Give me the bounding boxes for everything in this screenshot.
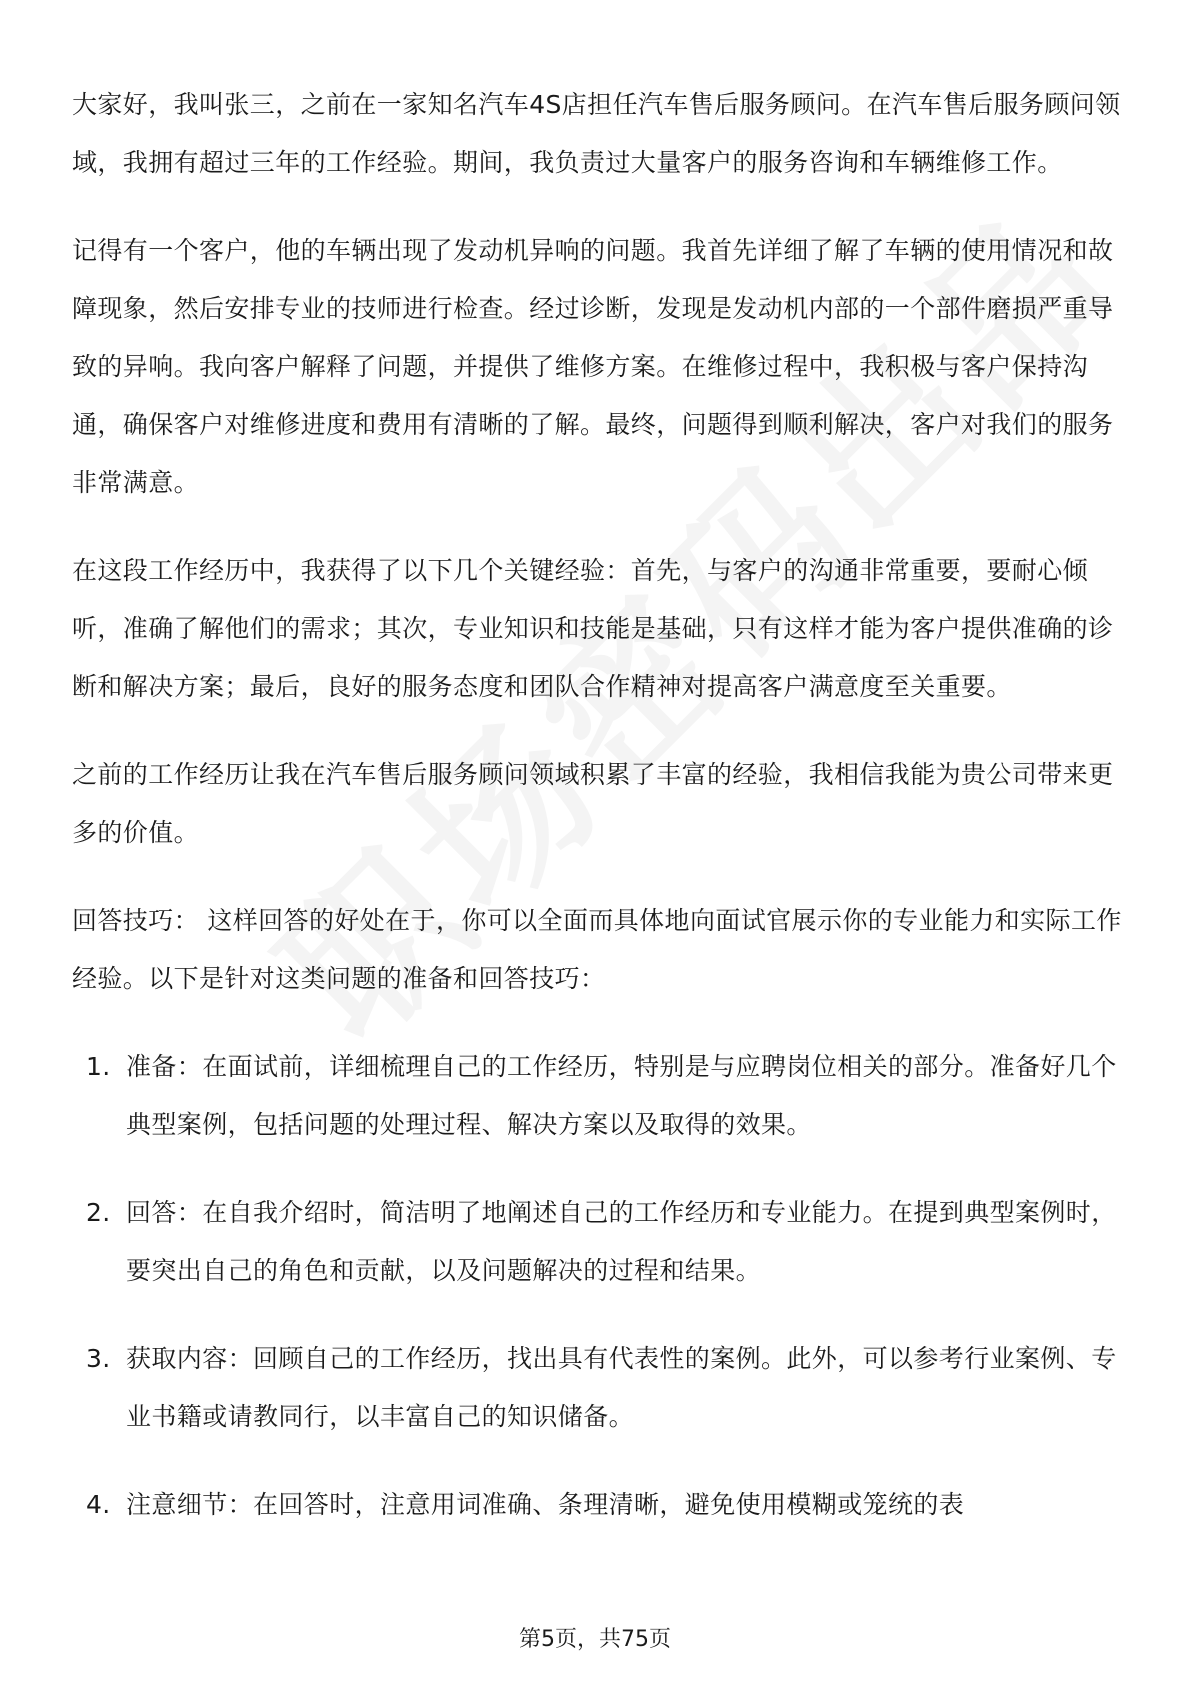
paragraph-closing: 之前的工作经历让我在汽车售后服务顾问领域积累了丰富的经验，我相信我能为贵公司带来更多的价值。 <box>72 760 1114 847</box>
list-item <box>72 1184 1122 1300</box>
list-item <box>72 1476 1122 1534</box>
list-item-number: 1. <box>86 1052 111 1081</box>
document-body <box>72 76 1122 1564</box>
list-item <box>72 1330 1122 1446</box>
list-item-text: 回答：在自我介绍时，简洁明了地阐述自己的工作经历和专业能力。在提到典型案例时，要突出自己的角色和贡献，以及问题解决的过程和结果。 <box>126 1198 1117 1285</box>
page-number-footer: 第5页，共75页 <box>519 1627 671 1652</box>
list-item-text: 准备：在面试前，详细梳理自己的工作经历，特别是与应聘岗位相关的部分。准备好几个典型案例，包括问题的处理过程、解决方案以及取得的效果。 <box>126 1052 1117 1139</box>
list-item-text: 注意细节：在回答时，注意用词准确、条理清晰，避免使用模糊或笼统的表 <box>126 1490 965 1519</box>
paragraph-experience: 在这段工作经历中，我获得了以下几个关键经验：首先，与客户的沟通非常重要，要耐心倾听，准确了解他们的需求；其次，专业知识和技能是基础，只有这样才能为客户提供准确的诊断和解决方案；最后，良好的服务态度和团队合作精神对提高客户满意度至关重要。 <box>72 556 1114 701</box>
list-item <box>72 1038 1122 1154</box>
list-item-number: 4. <box>86 1490 111 1519</box>
paragraph-intro: 大家好，我叫张三，之前在一家知名汽车4S店担任汽车售后服务顾问。在汽车售后服务顾问领域，我拥有超过三年的工作经验。期间，我负责过大量客户的服务咨询和车辆维修工作。 <box>72 90 1121 177</box>
list-item-text: 获取内容：回顾自己的工作经历，找出具有代表性的案例。此外，可以参考行业案例、专业书籍或请教同行，以丰富自己的知识储备。 <box>126 1344 1117 1431</box>
paragraph-case: 记得有一个客户，他的车辆出现了发动机异响的问题。我首先详细了解了车辆的使用情况和故障现象，然后安排专业的技师进行检查。经过诊断，发现是发动机内部的一个部件磨损严重导致的异响。我向客户解释了问题，并提供了维修方案。在维修过程中，我积极与客户保持沟通，确保客户对维修进度和费用有清晰的了解。最终，问题得到顺利解决，客户对我们的服务非常满意。 <box>72 236 1114 497</box>
list-item-number: 2. <box>86 1198 111 1227</box>
tips-list <box>72 1038 1122 1534</box>
list-item-number: 3. <box>86 1344 111 1373</box>
paragraph-tips-intro: 回答技巧： 这样回答的好处在于，你可以全面而具体地向面试官展示你的专业能力和实际工作经验。以下是针对这类问题的准备和回答技巧： <box>72 906 1122 993</box>
